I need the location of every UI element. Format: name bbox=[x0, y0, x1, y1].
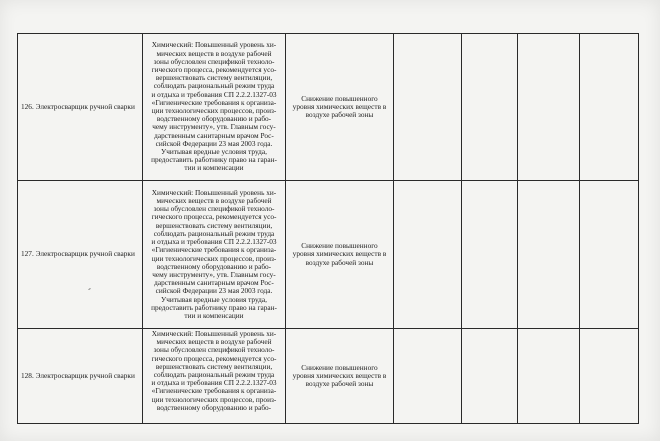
description-line: зоны обусловлен спецификой техноло- bbox=[153, 205, 275, 214]
description-line: мических веществ в воздухе рабочей bbox=[156, 197, 272, 206]
empty-cell bbox=[580, 181, 639, 329]
table-row bbox=[18, 34, 639, 181]
description-line: «Гигиенические требования к организа- bbox=[151, 98, 277, 107]
description-line: Химический: Повышенный уровень хи- bbox=[151, 330, 277, 338]
description-line: зоны обусловлен спецификой техноло- bbox=[153, 346, 275, 355]
description-line: и отдыха и требования СП 2.2.2.1327-03 bbox=[151, 379, 277, 388]
factor-description-cell bbox=[143, 34, 286, 181]
empty-cell bbox=[394, 34, 462, 181]
description-line: «Гигиенические требования к организа- bbox=[151, 246, 277, 255]
description-line: тии и компенсации bbox=[184, 164, 244, 173]
empty-cell bbox=[394, 329, 462, 424]
description-line: соблюдать рациональный режим труда bbox=[153, 371, 275, 380]
description-line: ции технологических процессов, произ- bbox=[151, 395, 277, 404]
description-line: мических веществ в воздухе рабочей bbox=[156, 49, 272, 58]
factor-description-cell bbox=[143, 329, 286, 424]
description-line: гического процесса, рекомендуется усо- bbox=[151, 354, 277, 363]
description-line: Учитывая вредные условия труда, bbox=[161, 295, 267, 304]
description-line: чему инструменту», утв. Главным госу- bbox=[152, 123, 276, 132]
empty-cell bbox=[580, 34, 639, 181]
measure-cell bbox=[286, 329, 394, 424]
factor-description-cell bbox=[143, 181, 286, 329]
description-line: Химический: Повышенный уровень хи- bbox=[151, 41, 277, 50]
description-line: соблюдать рациональный режим труда bbox=[153, 82, 275, 91]
workplace-name-cell bbox=[18, 329, 143, 424]
measure-text: Снижение повышенного уровня химических веществ в воздухе рабочей зоны bbox=[292, 241, 387, 267]
description-line: вершенствовать систему вентиляции, bbox=[155, 221, 273, 230]
table-row bbox=[18, 181, 639, 329]
workplace-name: 127. Электросварщик ручной сварки bbox=[21, 249, 135, 259]
stray-mark: - bbox=[86, 283, 93, 294]
empty-cell bbox=[518, 181, 580, 329]
measure-text: Снижение повышенного уровня химических веществ в воздухе рабочей зоны bbox=[292, 362, 387, 389]
measure-cell bbox=[286, 34, 394, 181]
description-line: сийской Федерации 23 мая 2003 года. bbox=[155, 139, 273, 148]
measure-cell bbox=[286, 181, 394, 329]
description-line: Учитывая вредные условия труда, bbox=[161, 148, 267, 157]
description-line: ции технологических процессов, произ- bbox=[151, 107, 277, 115]
workplace-name-cell bbox=[18, 34, 143, 181]
workplace-name: 128. Электросварщик ручной сварки bbox=[21, 370, 135, 380]
table-row bbox=[18, 329, 639, 424]
description-line: тии и компенсации bbox=[184, 311, 244, 320]
workplace-name-cell bbox=[18, 181, 143, 329]
description-line: вершенствовать систему вентиляции, bbox=[155, 74, 273, 83]
description-line: гического процесса, рекомендуется усо- bbox=[151, 65, 277, 74]
empty-cell bbox=[462, 34, 518, 181]
description-line: вершенствовать систему вентиляции, bbox=[155, 362, 273, 371]
description-line: сийской Федерации 23 мая 2003 года. bbox=[155, 287, 273, 296]
description-line: дарственным санитарным врачом Рос- bbox=[154, 279, 274, 288]
description-line: предоставить работнику право на гаран- bbox=[151, 303, 277, 312]
description-line: и отдыха и требования СП 2.2.2.1327-03 bbox=[151, 238, 277, 247]
empty-cell bbox=[462, 181, 518, 329]
measure-text: Снижение повышенного уровня химических веществ в воздухе рабочей зоны bbox=[292, 93, 387, 120]
description-line: предоставить работнику право на гаран- bbox=[151, 156, 277, 165]
empty-cell bbox=[518, 329, 580, 424]
empty-cell bbox=[580, 329, 639, 424]
empty-cell bbox=[394, 181, 462, 329]
description-line: гического процесса, рекомендуется усо- bbox=[151, 213, 277, 222]
description-line: Химический: Повышенный уровень хи- bbox=[151, 188, 277, 197]
description-line: зоны обусловлен спецификой техноло- bbox=[153, 57, 275, 66]
description-line: и отдыха и требования СП 2.2.2.1327-03 bbox=[151, 90, 277, 99]
workplace-name: 126. Электросварщик ручной сварки bbox=[21, 101, 135, 111]
description-line: «Гигиенические требования к организа- bbox=[151, 387, 277, 396]
description-line: дарственным санитарным врачом Рос- bbox=[154, 131, 274, 140]
description-line: водственному оборудованию и рабо- bbox=[156, 403, 272, 412]
description-line: ции технологических процессов, произ- bbox=[151, 254, 277, 263]
description-line: соблюдать рациональный режим труда bbox=[153, 229, 275, 238]
description-line: водственному оборудованию и рабо- bbox=[156, 262, 272, 271]
description-line: чему инструменту», утв. Главным госу- bbox=[152, 270, 276, 279]
assessment-table bbox=[17, 33, 639, 424]
description-line: мических веществ в воздухе рабочей bbox=[156, 338, 272, 347]
empty-cell bbox=[518, 34, 580, 181]
description-line: водственному оборудованию и рабо- bbox=[156, 115, 272, 124]
empty-cell bbox=[462, 329, 518, 424]
